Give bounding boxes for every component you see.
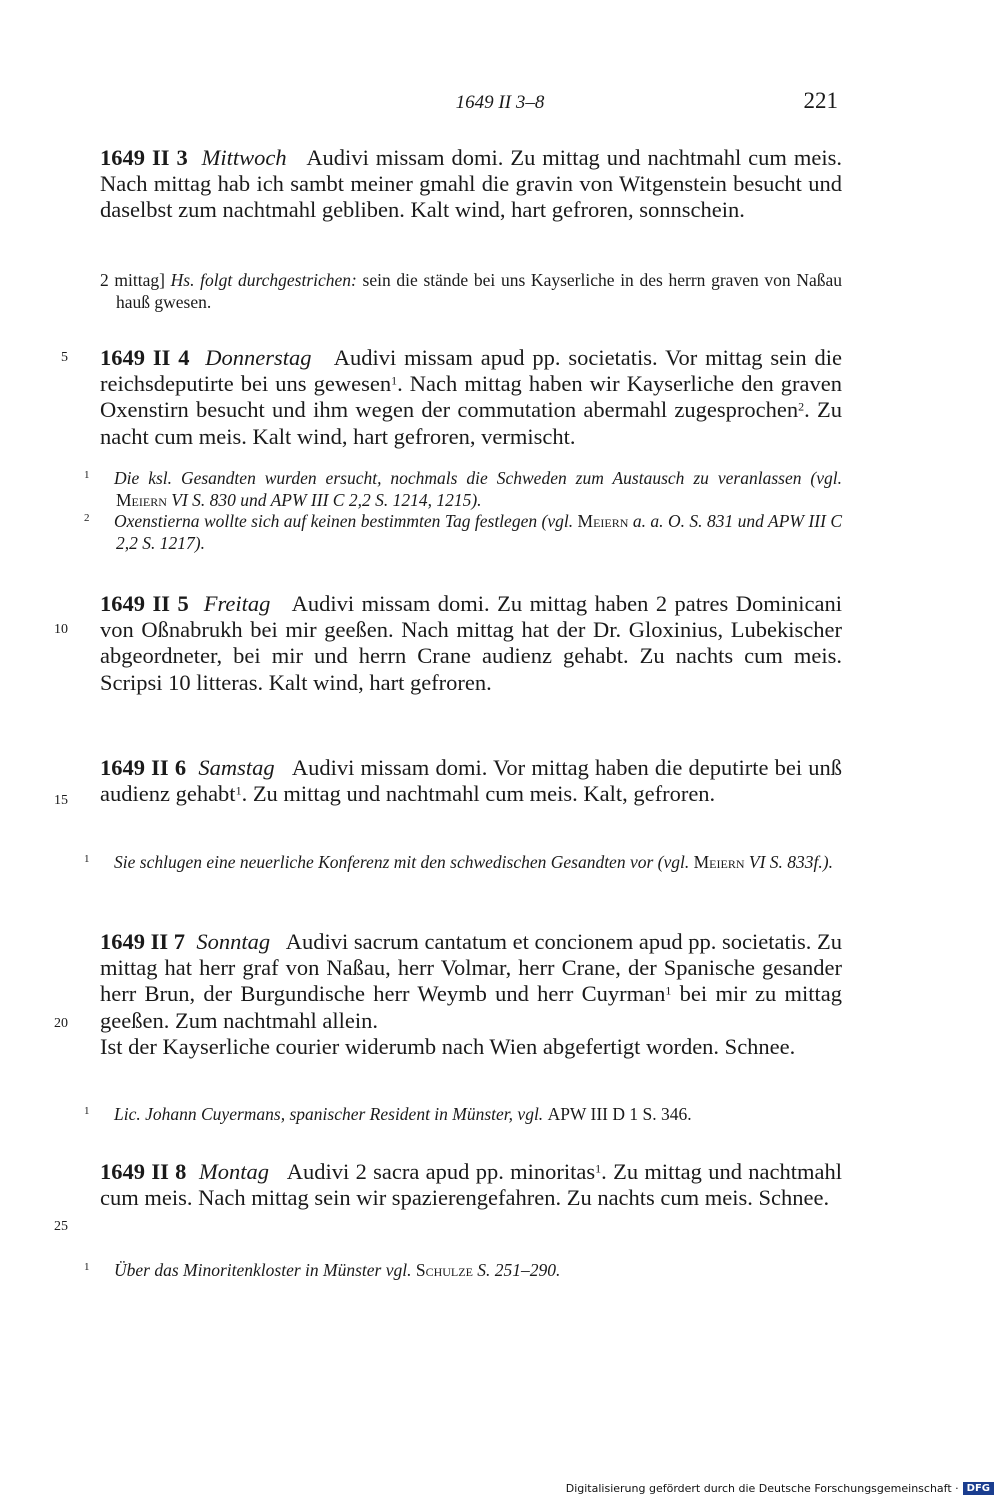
page-number: 221 bbox=[803, 88, 838, 113]
entry-date: 1649 II 3 bbox=[100, 145, 188, 170]
footnote-ref[interactable]: 1 bbox=[595, 1161, 602, 1176]
diary-entry bbox=[100, 145, 842, 224]
diary-entry bbox=[100, 345, 842, 450]
entry-date: 1649 II 6 bbox=[100, 755, 187, 780]
entry-date: 1649 II 7 bbox=[100, 929, 186, 954]
entry-date: 1649 II 5 bbox=[100, 591, 189, 616]
entry-date: 1649 II 4 bbox=[100, 345, 190, 370]
footnotes bbox=[84, 1260, 842, 1282]
entry-text: . Zu nacht cum meis. Kalt wind, hart gefroren, vermischt. bbox=[100, 397, 842, 449]
line-number: 10 bbox=[54, 622, 68, 637]
entry-text: . Nach mittag haben wir Kayserliche den graven Oxenstirn besucht und ihm wegen der commutation abermahl zugesprochen bbox=[100, 371, 842, 423]
line-number: 25 bbox=[54, 1219, 68, 1234]
footnote: 1 Lic. Johann Cuyermans, spanischer Resident in Münster, vgl. APW III D 1 S. 346. bbox=[84, 1104, 692, 1124]
entry-text: Ist der Kayserliche courier widerumb nach Wien abgefertigt worden. Schnee. bbox=[100, 1033, 796, 1059]
entry-weekday: Sonntag bbox=[196, 929, 271, 954]
footnote: 1 Sie schlugen eine neuerliche Konferenz mit den schwedischen Gesandten vor (vgl. Meiern VI S. 833f.). bbox=[84, 852, 833, 872]
entry-weekday: Samstag bbox=[198, 755, 275, 780]
footnote-ref[interactable]: 1 bbox=[665, 983, 672, 998]
footnote-ref[interactable]: 1 bbox=[235, 783, 242, 798]
running-head-title: 1649 II 3–8 bbox=[455, 92, 545, 113]
entry-text: bei mir zu mittag geeßen. Zum nachtmahl allein. bbox=[100, 981, 842, 1033]
entry-text: . Zu mittag und nachtmahl cum meis. Nach mittag sein wir spazierengefahren. Zu nachts cum meis. Schnee. bbox=[100, 1159, 843, 1211]
footnotes bbox=[84, 468, 842, 554]
entry-text: Audivi missam domi. Vor mittag haben die deputirte bei unß audienz gehabt bbox=[100, 755, 843, 807]
footnote-ref[interactable]: 2 bbox=[798, 399, 805, 414]
diary-entry bbox=[100, 755, 842, 807]
entry-weekday: Montag bbox=[199, 1159, 270, 1184]
footnote: 1 Die ksl. Gesandten wurden ersucht, nochmals die Schweden zum Austausch zu veranlassen (vgl. Meiern VI S. 830 und APW III C 2,2 S. 1214, 1215). bbox=[84, 468, 842, 510]
entry-weekday: Freitag bbox=[203, 591, 271, 616]
dfg-logo[interactable]: DFG bbox=[963, 1482, 994, 1495]
footnotes bbox=[84, 1104, 842, 1126]
line-number: 15 bbox=[54, 793, 68, 808]
diary-entry bbox=[100, 1159, 842, 1211]
apparatus-text: sein die stände bei uns Kayserliche in des herrn graven von Naßau hauß gwesen. bbox=[116, 270, 843, 312]
entry-weekday: Donnerstag bbox=[205, 345, 312, 370]
diary-entry bbox=[100, 591, 842, 696]
entry-weekday: Mittwoch bbox=[201, 145, 287, 170]
entry-date: 1649 II 8 bbox=[100, 1159, 187, 1184]
apparatus-lemma: 2 mittag] bbox=[100, 270, 165, 290]
apparatus-label: Hs. folgt durchgestrichen: bbox=[170, 270, 357, 290]
entry-text: Audivi missam domi. Zu mittag haben 2 patres Dominicani von Oßnabrukh bei mir geeßen. Nach mittag hat der Dr. Gloxinius, Lubekischer abgeordneter, bei mir und herrn Crane audienz gehabt. Zu nachts cum meis. Scripsi 10 litteras. Kalt wind, hart gefroren. bbox=[100, 591, 842, 695]
footer-text: Digitalisierung gefördert durch die Deutsche Forschungsgemeinschaft · bbox=[565, 1482, 959, 1495]
entry-text: Audivi missam apud pp. societatis. Vor mittag sein die reichsdeputirte bei uns gewesen bbox=[100, 345, 843, 397]
diary-entry bbox=[100, 929, 842, 1060]
footnote: 2 Oxenstierna wollte sich auf keinen bestimmten Tag festlegen (vgl. Meiern a. a. O. S. 831 und APW III C 2,2 S. 1217). bbox=[84, 511, 842, 553]
footnote: 1 Über das Minoritenkloster in Münster vgl. Schulze S. 251–290. bbox=[84, 1260, 561, 1280]
line-number: 20 bbox=[54, 1016, 68, 1031]
entry-text: Audivi missam domi. Zu mittag und nachtmahl cum meis. Nach mittag hab ich sambt meiner gmahl die gravin von Witgenstein besucht und daselbst zum nachtmahl gebliben. Kalt wind, hart gefroren, sonnschein. bbox=[100, 145, 842, 223]
entry-text: . Zu mittag und nachtmahl cum meis. Kalt, gefroren. bbox=[241, 781, 716, 807]
line-number: 5 bbox=[61, 350, 68, 365]
footnotes bbox=[84, 852, 842, 874]
critical-apparatus bbox=[100, 270, 842, 313]
digitization-footer bbox=[566, 1482, 994, 1495]
entry-text: Audivi 2 sacra apud pp. minoritas bbox=[286, 1159, 596, 1184]
entry-text: Audivi sacrum cantatum et concionem apud pp. societatis. Zu mittag hat herr graf von Naßau, herr Volmar, herr Crane, der Spanische gesander herr Brun, der Burgundische herr Weymb und herr Cuyrman bbox=[100, 929, 842, 1007]
footnote-ref[interactable]: 1 bbox=[391, 373, 398, 388]
